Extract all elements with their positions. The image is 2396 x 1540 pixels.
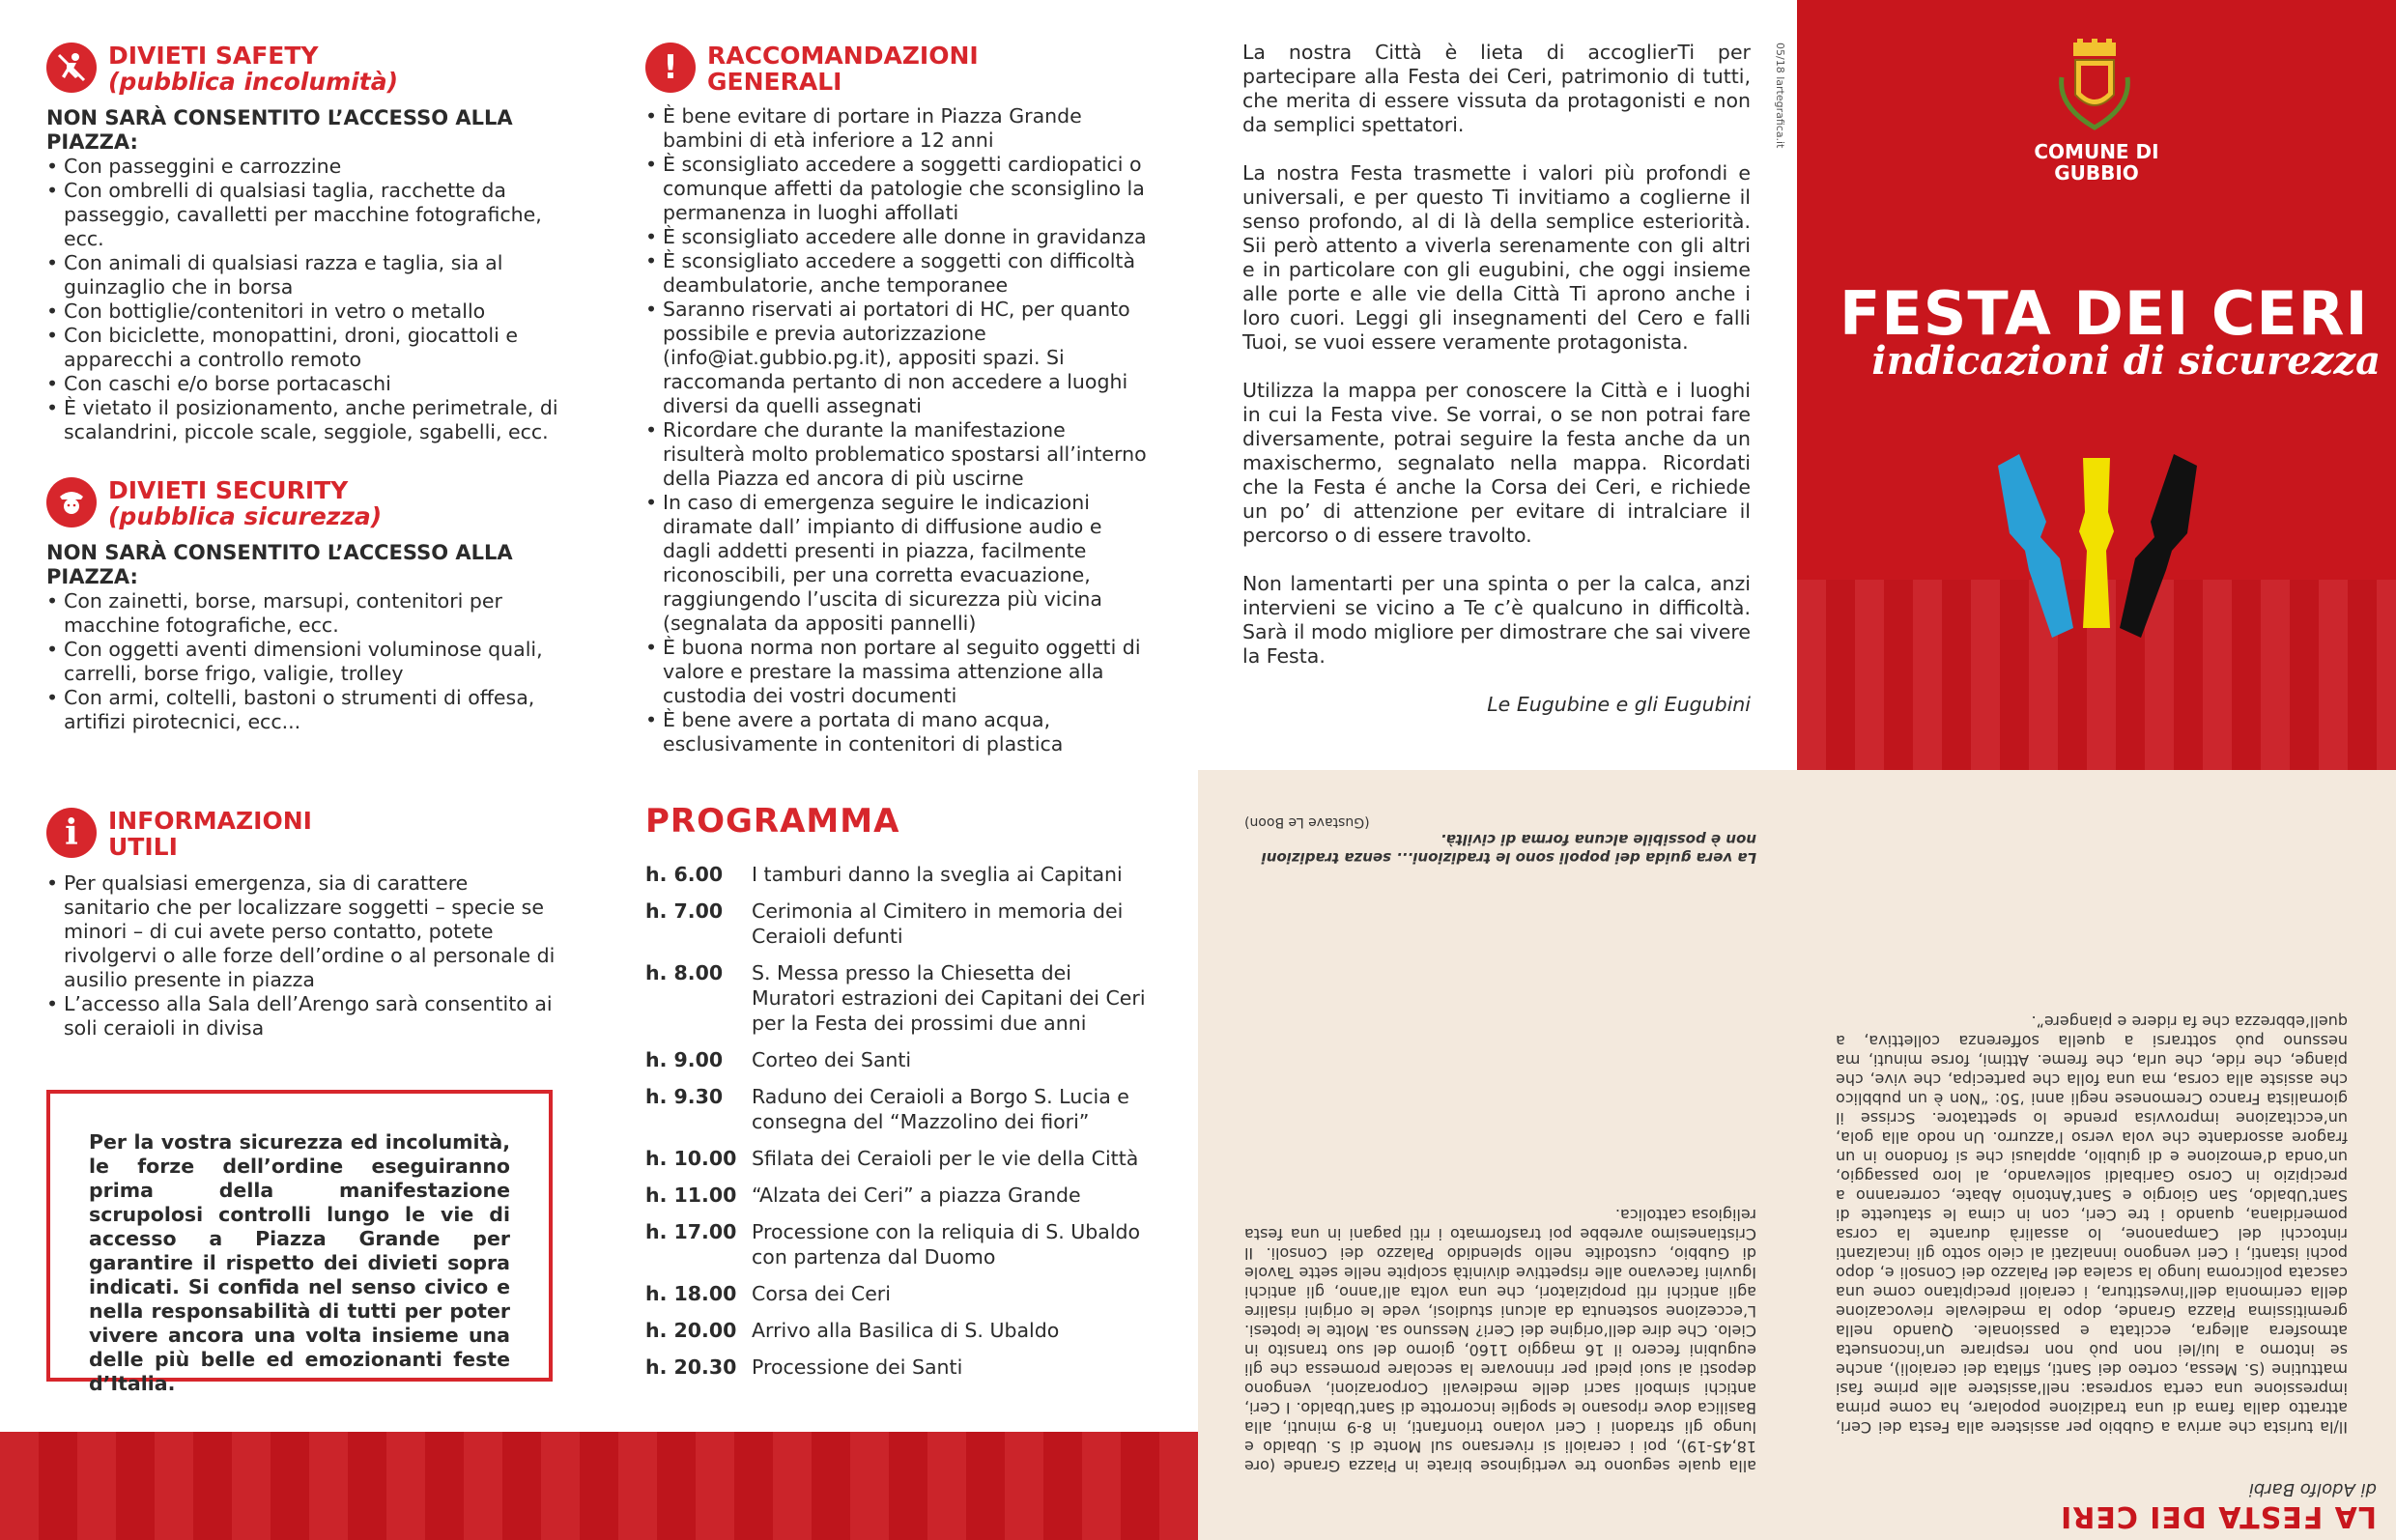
section-intro	[1242, 41, 1751, 741]
programma-text: Raduno dei Ceraioli a Borgo S. Lucia e consegna del “Mazzolino dei fiori”	[752, 1085, 1129, 1133]
section-informazioni-utili	[46, 808, 558, 1041]
programma-row	[645, 1183, 1152, 1208]
section-divieti-safety	[46, 43, 558, 444]
section-header	[46, 808, 558, 860]
back-quote: La vera guida dei popoli sono le tradizioni... senza tradizioni non è possibile alcuna forma di civiltà.	[1261, 831, 1756, 867]
programma-time: h. 10.00	[645, 1147, 737, 1170]
programma-row	[645, 1219, 1152, 1269]
list-item: • È buona norma non portare al seguito oggetti di valore e prestare la massima attenzione alla custodia dei vostri documenti	[645, 636, 1152, 708]
programma-row	[645, 862, 1152, 887]
programma-row	[645, 1355, 1152, 1380]
list-item: • Con ombrelli di qualsiasi taglia, racchette da passeggio, cavalletti per macchine fotografiche, ecc.	[46, 179, 558, 251]
programma-time: h. 6.00	[645, 863, 724, 886]
back-column-left	[1244, 876, 1756, 1475]
safety-notice-box	[46, 1090, 553, 1395]
safety-list	[46, 155, 558, 444]
list-item: • È vietato il posizionamento, anche perimetrale, di scalandrini, piccole scale, seggiole, sgabelli, ecc.	[46, 396, 558, 444]
intro-paragraph: Non lamentarti per una spinta o per la calca, anzi intervieni se vicino a Te c’è qualcuno in difficoltà. Sarà il modo migliore per dimostrare che sai vivere la Festa.	[1242, 572, 1751, 668]
safety-title: DIVIETI SAFETY	[108, 42, 319, 70]
list-item: • Con zainetti, borse, marsupi, contenitori per macchine fotografiche, ecc.	[46, 589, 558, 638]
programma-time: h. 11.00	[645, 1184, 737, 1207]
programma-text: “Alzata dei Ceri” a piazza Grande	[752, 1184, 1081, 1207]
programma-list	[645, 862, 1152, 1380]
list-item: • Con passeggini e carrozzine	[46, 155, 558, 179]
security-subtitle: (pubblica sicurezza)	[108, 502, 383, 530]
list-item: • Con bottiglie/contenitori in vetro o metallo	[46, 299, 558, 324]
programma-row	[645, 1047, 1152, 1072]
exclamation-icon: !	[645, 43, 696, 93]
cover-panel	[1797, 0, 2396, 770]
section-header	[46, 477, 558, 529]
list-item: • È sconsigliato accedere a soggetti con difficoltà deambulatorie, anche temporanee	[645, 249, 1152, 298]
list-item: • È sconsigliato accedere a soggetti cardiopatici o comunque affetti da patologie che sconsiglino la permanenza in luoghi affollati	[645, 153, 1152, 225]
section-divieti-security	[46, 477, 558, 734]
programma-time: h. 9.30	[645, 1085, 724, 1108]
programma-text: Sfilata dei Ceraioli per le vie della Città	[752, 1147, 1139, 1170]
programma-text: Corsa dei Ceri	[752, 1282, 891, 1305]
list-item: • Con armi, coltelli, bastoni o strumenti di offesa, artifizi pirotecnici, ecc...	[46, 686, 558, 734]
security-list	[46, 589, 558, 734]
gubbio-crest-icon	[2056, 39, 2133, 131]
programma-time: h. 20.30	[645, 1355, 737, 1379]
list-item: • Per qualsiasi emergenza, sia di carattere sanitario che per localizzare soggetti – specie se minori – di cui avete perso contatto, potete rivolgervi o alle forze dell’ordine o al personale di ausilio presente in piazza	[46, 871, 558, 992]
programma-text: Corteo dei Santi	[752, 1048, 912, 1071]
programma-row	[645, 898, 1152, 949]
list-item: • È bene evitare di portare in Piazza Grande bambini di età inferiore a 12 anni	[645, 104, 1152, 153]
programma-time: h. 8.00	[645, 961, 724, 984]
section-programma	[645, 802, 1152, 1380]
back-quote-author: (Gustave Le Boon)	[1244, 814, 1370, 830]
comune-name: COMUNE DI GUBBIO	[2034, 140, 2159, 185]
intro-paragraph: Utilizza la mappa per conoscere la Città e i luoghi in cui la Festa vive. Se vorrai, o se non potrai fare diversamente, potrai seguire la festa anche da un maxischermo, segnalato nella mappa. Ricordati che la Festa é anche la Corsa dei Ceri, e richiede un po’ di attenzione per evitare di intralciare il percorso o di essere travolto.	[1242, 379, 1751, 547]
back-column-right	[1836, 789, 2348, 1437]
programma-time: h. 17.00	[645, 1220, 737, 1243]
programma-time: h. 9.00	[645, 1048, 724, 1071]
info-list	[46, 871, 558, 1041]
safety-subtitle: (pubblica incolumità)	[108, 68, 399, 96]
security-title: DIVIETI SECURITY	[108, 476, 349, 504]
recommendations-list	[645, 104, 1152, 756]
recommendations-title-line-1: RACCOMANDAZIONI	[707, 42, 979, 70]
back-quote-block	[1244, 799, 1756, 867]
police-officer-icon	[46, 477, 97, 528]
list-item: • In caso di emergenza seguire le indicazioni diramate dall’ impianto di diffusione audio e dagli addetti presenti in piazza, facilmente riconoscibili, per una corretta evacuazione, raggiungendo l’uscita di sicurezza più vicina (segnalata da appositi pannelli)	[645, 491, 1152, 636]
back-column-text: alla quale seguono tre vertiginose birate in Piazza Grande (ore 18,45-19), poi i ceraioli si riversano sul Monte di S. Ubaldo e lungo gli stradoni i Ceri volano trionfanti, in 8-9 minuti, alla Basilica dove riposano le spoglie incorrotte di Sant’Ubaldo. I Ceri, antichi simboli sacri delle medievali Corporazioni, vengono deposti ai suoi piedi per rinnovare la secolare promessa che gli eugubini fecero il 16 maggio 1160, giorno del suo transito in Cielo. Che dire dell’origine dei Ceri? Nessuno sa. Molte le ipotesi. L’eccezione sostenuta da alcuni studiosi, vede le origini risalire agli antichi riti propiziatori, che una volta all’anno, gli antichi Iguvini facevano alle rispettive divinità scolpite nelle sette Tavole di Gubbio, custodite nello splendido Palazzo dei Consoli. Il Cristianesimo avrebbe poi trasformato i riti pagani in una festa religiosa cattolica.	[1244, 1206, 1756, 1475]
list-item: • È bene avere a portata di mano acqua, esclusivamente in contenitori di plastica	[645, 708, 1152, 756]
programma-time: h. 18.00	[645, 1282, 737, 1305]
info-title-line-1: INFORMAZIONI	[108, 807, 312, 835]
list-item: • Con animali di qualsiasi razza e taglia, sia al guinzaglio che in borsa	[46, 251, 558, 299]
section-header	[46, 43, 558, 95]
intro-signature: Le Eugubine e gli Eugubini	[1487, 693, 1751, 716]
back-title: LA FESTA DEI CERI	[2060, 1499, 2377, 1533]
info-icon: i	[46, 808, 97, 858]
list-item: • È sconsigliato accedere alle donne in gravidanza	[645, 225, 1152, 249]
notice-text: Per la vostra sicurezza ed incolumità, le forze dell’ordine eseguiranno prima della manifestazione scrupolosi controlli lungo le vie di accesso a Piazza Grande per garantire il rispetto dei divieti sopra indicati. Si confida nel senso civico e nella responsabilità di tutti per poter vivere ancora una volta insieme una delle più belle ed emozionanti feste d’Italia.	[89, 1130, 510, 1395]
programma-time: h. 7.00	[645, 899, 724, 923]
list-item: • Con caschi e/o borse portacaschi	[46, 372, 558, 396]
programma-text: I tamburi danno la sveglia ai Capitani	[752, 863, 1123, 886]
cover-subtitle: indicazioni di sicurezza	[1871, 338, 2381, 384]
list-item: • Con biciclette, monopattini, droni, giocattoli e apparecchi a controllo remoto	[46, 324, 558, 372]
security-lead: NON SARÀ CONSENTITO L’ACCESSO ALLA PIAZZA:	[46, 541, 513, 588]
programma-row	[645, 1318, 1152, 1343]
programma-text: Processione dei Santi	[752, 1355, 963, 1379]
programma-time: h. 20.00	[645, 1319, 737, 1342]
back-author: di Adolfo Barbi	[2248, 1479, 2377, 1499]
programma-row	[645, 1281, 1152, 1306]
back-panel	[1198, 770, 2396, 1540]
programma-text: Processione con la reliquia di S. Ubaldo con partenza dal Duomo	[752, 1220, 1141, 1269]
programma-row	[645, 960, 1152, 1036]
decorative-band	[0, 1432, 1198, 1540]
programma-row	[645, 1146, 1152, 1171]
back-column-text: Il/la turista che arriva a Gubbio per assistere alla Festa dei Ceri, attratto dalla fama di una tradizione popolare, ha come prima impressione una certa sorpresa: nell’assistere alle prime fasi mattutine (S. Messa, corteo dei Santi, sfilata dei ceraioli), anche se intorno a lui/lei non può non respirare un’inconsueta atmosfera allegra, eccitata e passionale. Quando nella gremitissima Piazza Grande, dopo la medievale rievocazione della cerimonia dell’investitura, i ceraioli precipitano come una cascata policroma lungo la scalea del Palazzo dei Consoli e, dopo pochi istanti, i Ceri vengono innalzati al cielo sotto gli incalzanti rintocchi del Campanone, lo assalirà durante la corsa pomeridiana, quando i tre Ceri, con in cima le statuette di Sant’Ubaldo, San Giorgio e Sant’Antonio Abate, correranno a precipizio in Corso Garibaldi sollevando, al loro passaggio, un’onda d’emozione e di giubilo, applausi che si fondono in un fragore assordante che vola verso l’azzurro. Un nodo alla gola, un’eccitazione improvvisa prende lo spettatore. Scrisse il giornalista Franco Cremonese negli anni ’50: “Non è un pubblico che assiste alla corsa, ma una folla che partecipa, che vive, che piange, che ride, che urla, che freme. Attimi, forse minuti, ma nessuno può sottrarsi a quella sofferenza collettiva, a quell’ebbrezza che fa ridere e piangere”.	[1836, 1012, 2348, 1437]
programma-text: S. Messa presso la Chiesetta dei Muratori estrazioni dei Capitani dei Ceri per la Festa dei prossimi due anni	[752, 961, 1146, 1035]
list-item: • Ricordare che durante la manifestazione risulterà molto problematico spostarsi all’interno della Piazza ed ancora di più uscirne	[645, 418, 1152, 491]
section-raccomandazioni	[645, 43, 1152, 756]
intro-paragraph: La nostra Città è lieta di accoglierTi per partecipare alla Festa dei Ceri, patrimonio di tutti, che merita di essere vissuta da protagonisti e non da semplici spettatori.	[1242, 41, 1751, 136]
ceri-illustration	[1990, 444, 2222, 647]
list-item: • Con oggetti aventi dimensioni voluminose quali, carrelli, borse frigo, valigie, trolley	[46, 638, 558, 686]
list-item: • L’accesso alla Sala dell’Arengo sarà consentito ai soli ceraioli in divisa	[46, 992, 558, 1041]
programma-text: Arrivo alla Basilica di S. Ubaldo	[752, 1319, 1060, 1342]
intro-paragraph: La nostra Festa trasmette i valori più profondi e universali, e per questo Ti invitiamo a coglierne il senso profondo, al di là della semplice esteriorità. Sii però attento a viverla serenamente con gli altri e in particolare con gli eugubini, che oggi insieme alle porte e alle vie della Città Ti aprono anche i loro cuori. Leggi gli insegnamenti del Cero e falli Tuoi, se vuoi essere veramente protagonista.	[1242, 161, 1751, 354]
programma-title: PROGRAMMA	[645, 802, 900, 841]
running-person-icon	[46, 43, 97, 93]
back-title-block	[2029, 1446, 2377, 1533]
programma-text: Cerimonia al Cimitero in memoria dei Ceraioli defunti	[752, 899, 1124, 948]
safety-lead: NON SARÀ CONSENTITO L’ACCESSO ALLA PIAZZA:	[46, 106, 513, 154]
printer-note: 05/18 lartegrafica.it	[1774, 43, 1786, 149]
programma-row	[645, 1084, 1152, 1134]
list-item: • Saranno riservati ai portatori di HC, per quanto possibile e previa autorizzazione (info@iat.gubbio.pg.it), appositi spazi. Si raccomanda pertanto di non accedere a luoghi diversi da quelli assegnati	[645, 298, 1152, 418]
info-title-line-2: UTILI	[108, 833, 178, 861]
section-header	[645, 43, 1152, 95]
cover-title: FESTA DEI CERI	[1840, 278, 2369, 349]
recommendations-title-line-2: GENERALI	[707, 68, 842, 96]
